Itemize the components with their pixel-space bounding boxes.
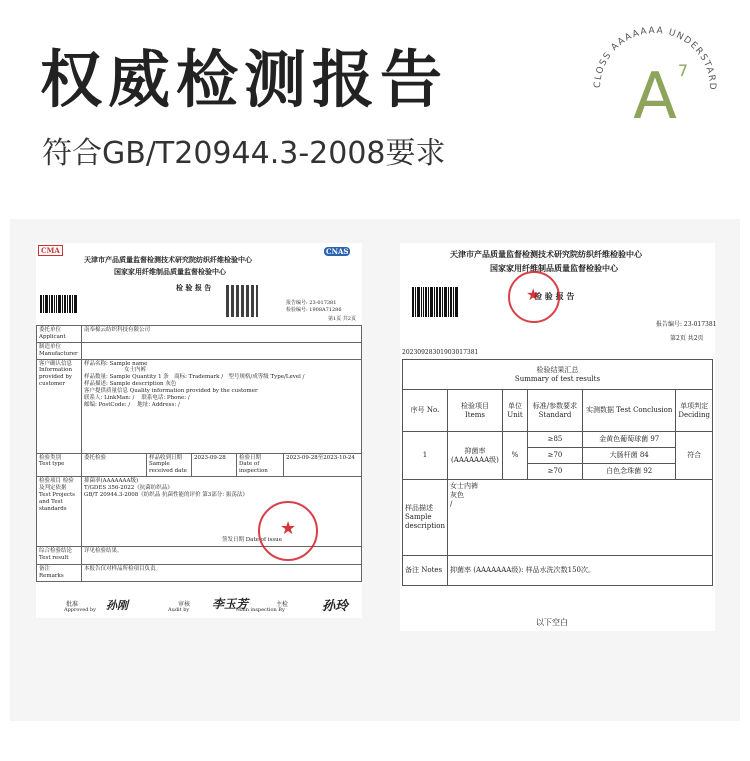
- audit-en: Audit by: [168, 607, 190, 613]
- left-barcode: [40, 295, 78, 313]
- seal-ring-text: CLOSS AAAAAAA UNDERSTARD: [592, 25, 718, 92]
- cnas-badge: CNAS: [326, 247, 349, 256]
- right-doc-title: 检 验 报 告: [534, 291, 575, 301]
- main-inspector-signature: 孙玲: [322, 599, 349, 614]
- a7-seal-logo: [585, 18, 725, 158]
- left-report-table: 委托单位 Applicant 南奉棉云纺织科技有限公司 制造单位 Manufacturer 客户确认信息 Information provided by customer 样品名称: Sample name 女士内裤 样品数量: Sample Quantity 1 条 商标: Trademark / 型号规格/成等级 Type/Level / 样品描述: Sample description 灰色 客户提供质量信息 Quality information provided by the customer 联系人: LinkMan: / 联系电话: Phone: / 邮编: PostCode: / 地址: Address: / 检验类别 Test type 委托检验 样品收到日期 Sample received date 2023-09-28 检验日期 Date of inspection 2023-09-28至2023-10-24 检验项目 检验及判定依据 Test Projects and Test standards 抑菌率(AAAAAAA级) T/GDES 356-2022《抗菌纺织品》 GB/T 20944.3-2008《纺织品 抗菌性能的评价 第3部分: 振荡法》 签发日期 Date of issue 综合检验结论 Test result 详见检验结果。 备注 Remarks 本报告仅对样品所检项目负责。: [36, 325, 362, 582]
- right-org-line2: 国家家用纤维制品质量监督检验中心: [490, 263, 618, 273]
- main-inspector-en: Main inspection By: [236, 607, 285, 613]
- left-test-report: [36, 243, 362, 618]
- right-serial: 20230928301903017381: [402, 349, 479, 356]
- right-report-no: 报告编号: 23-017381: [656, 321, 717, 328]
- right-results-table: 检验结果汇总 Summary of test results 序号 No. 检验项目 Items 单位 Unit 标准/参数要求 Standard 实测数据 Test Conclusion 单项判定 Deciding 1 抑菌率 (AAAAAAA级) % ≥85 金黄色葡萄球菌 97 符合 ≥70 大肠杆菌 84 ≥70 白色念珠菌 92 样品描述 Sample description 女士内裤 灰色 / 备注 Notes 抑菌率 (AAAAAAA级): 样品水洗次数150次。: [402, 359, 713, 586]
- auditor-signature: 李玉芳: [212, 597, 249, 611]
- left-red-stamp: ★: [258, 501, 318, 561]
- left-org-line1: 天津市产品质量监督检测技术研究院纺织纤维检验中心: [84, 255, 252, 264]
- page-title: 权威检测报告: [40, 43, 449, 116]
- left-check-no: 检验编号: 1908A71286: [286, 307, 342, 313]
- left-doc-title: 检 验 报 告: [176, 283, 212, 292]
- right-barcode: [412, 287, 459, 317]
- cma-badge: CMA: [38, 245, 63, 256]
- approved-en: Approved by: [64, 607, 97, 613]
- audit-label: 审核: [178, 601, 191, 608]
- left-org-line2: 国家家用纤维制品质量监督检验中心: [114, 267, 226, 276]
- right-red-stamp: ★: [508, 271, 560, 323]
- right-footer: 以下空白: [536, 618, 568, 627]
- main-inspector-label: 主检: [276, 601, 289, 608]
- seal-superscript: 7: [677, 61, 689, 80]
- left-qr-code: [226, 285, 258, 317]
- approved-label: 批准: [66, 601, 79, 608]
- right-test-report: [400, 243, 715, 631]
- right-org-line1: 天津市产品质量监督检测技术研究院纺织纤维检验中心: [450, 249, 642, 259]
- approver-signature: 孙刚: [106, 599, 128, 612]
- seal-letter: A: [633, 60, 677, 134]
- left-report-no: 报告编号: 23-017381: [286, 300, 337, 306]
- left-page: 第1页 共2页: [328, 316, 356, 322]
- page-subtitle: 符合GB/T20944.3-2008要求: [42, 136, 446, 171]
- right-page: 第2页 共2页: [670, 335, 704, 342]
